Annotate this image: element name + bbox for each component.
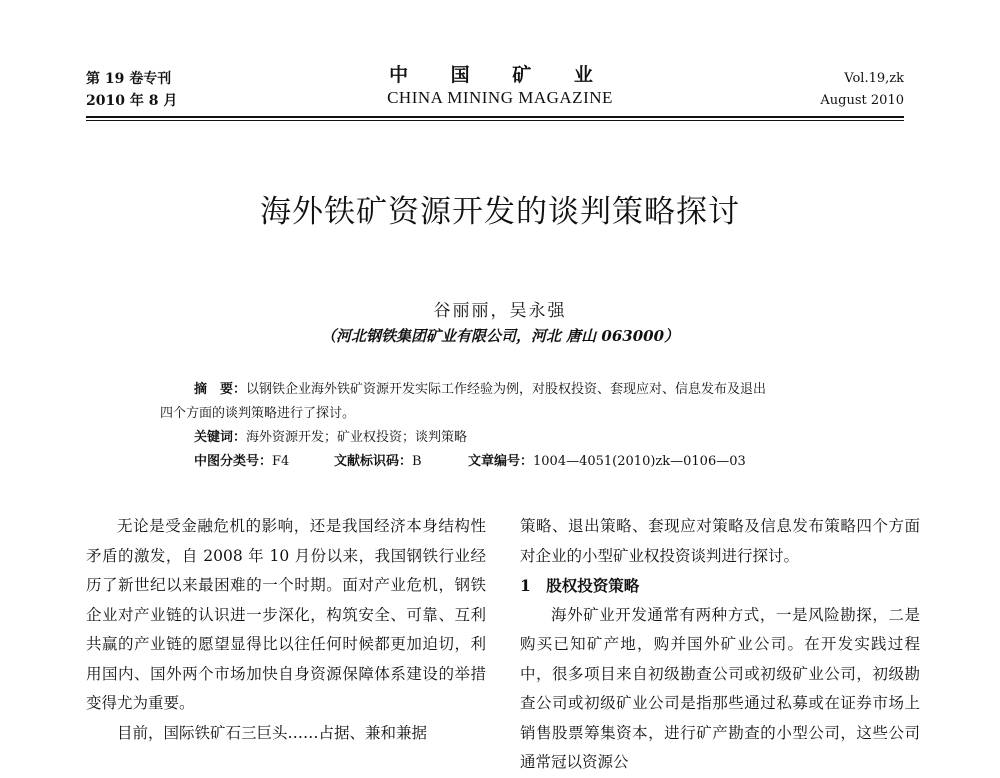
date-label: 2010 年 8 月	[86, 93, 178, 109]
body-paragraph: 无论是受金融危机的影响，还是我国经济本身结构性矛盾的激发，自 2008 年 10 月份以来，我国钢铁行业经历了新世纪以来最困难的一个时期。面对产业危机，钢铁企业对产业链的认识进一步深化，构筑安全、可靠、互利共赢的产业链的愿望显得比以往任何时候都更加迫切，利用国内、国外两个市场加快自身资源保障体系建设的举措变得尤为重要。	[86, 517, 486, 712]
keywords-text: 海外资源开发；矿业权投资；谈判策略	[246, 430, 468, 445]
doc-code-value: B	[412, 454, 422, 469]
clc-label: 中图分类号：	[194, 454, 273, 469]
issue-info-english	[820, 68, 904, 112]
authors: 谷丽丽，吴永强	[433, 301, 567, 321]
header-rule-thick	[86, 116, 904, 118]
body-paragraph-continued: 策略、退出策略、套现应对策略及信息发布策略四个方面对企业的小型矿业权投资谈判进行探讨。	[520, 517, 920, 565]
abstract-line-1	[160, 378, 850, 402]
volume-label-english: Vol.19,zk	[844, 71, 904, 86]
clc-value: F4	[272, 454, 290, 469]
abstract-block	[160, 378, 850, 474]
journal-name-english: CHINA MINING MAGAZINE	[387, 88, 613, 107]
body-paragraph: 海外矿业开发通常有两种方式，一是风险勘探，二是购买已知矿产地，购并国外矿业公司。在开发实践过程中，很多项目来自初级勘查公司或初级矿业公司，初级勘查公司或初级矿业公司是指那些通过私募或在证券市场上销售股票筹集资本，进行矿产勘查的小型公司，这些公司通常冠以资源公	[520, 605, 920, 771]
article-number-label: 文章编号：	[468, 454, 534, 469]
date-label-english: August 2010	[820, 93, 904, 108]
keywords-line	[160, 426, 850, 450]
article-title: 海外铁矿资源开发的谈判策略探讨	[260, 194, 740, 230]
section-heading: 1 股权投资策略	[520, 576, 640, 595]
article-number-value: 1004—4051(2010)zk—0106—03	[533, 454, 746, 469]
affiliation: （河北钢铁集团矿业有限公司，河北 唐山 063000）	[320, 327, 680, 345]
abstract-text-1: 以钢铁企业海外铁矿资源开发实际工作经验为例，对股权投资、套现应对、信息发布及退出	[246, 382, 767, 397]
body-column-right	[520, 512, 920, 778]
doc-code-field	[334, 450, 468, 474]
classification-line	[160, 450, 850, 474]
keywords-label: 关键词：	[194, 430, 247, 445]
journal-name-chinese: 中 国 矿 业	[389, 64, 611, 86]
article-number-field	[468, 450, 746, 474]
abstract-label: 摘 要：	[194, 382, 247, 397]
header-rule-thin	[86, 120, 904, 121]
body-paragraph-cut: 目前，国际铁矿石三巨头……占据、兼和兼据	[117, 723, 428, 742]
volume-label: 第 19 卷专刊	[86, 71, 172, 87]
doc-code-label: 文献标识码：	[334, 454, 413, 469]
clc-field	[194, 450, 334, 474]
body-column-left	[86, 512, 486, 748]
abstract-line-2: 四个方面的谈判策略进行了探讨。	[160, 406, 356, 421]
